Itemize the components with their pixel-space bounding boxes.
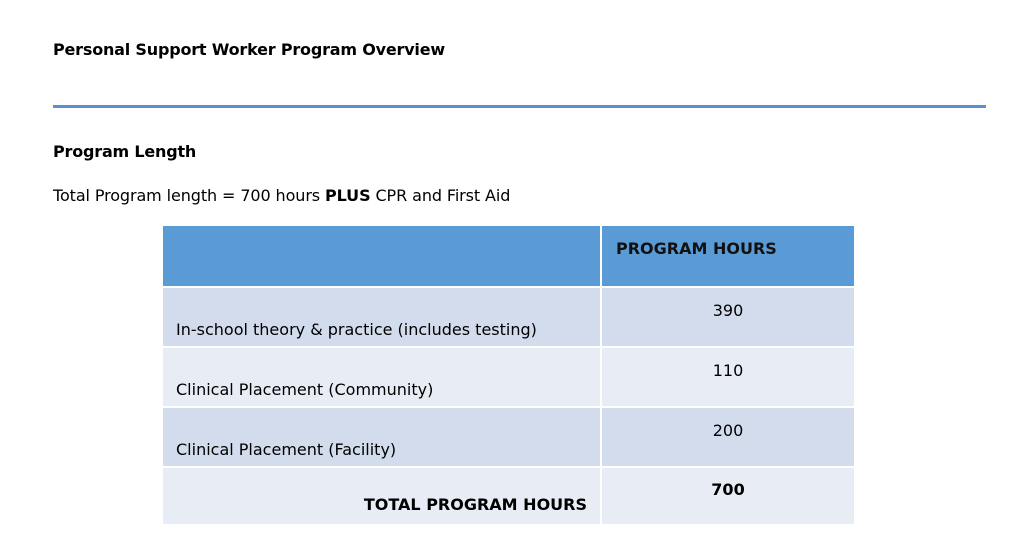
summary-prefix: Total Program length = 700 hours [53,186,326,205]
document-title: Personal Support Worker Program Overview [53,40,445,59]
row-hours-cell: 200 [602,408,854,468]
table-row [163,408,854,468]
summary-emphasis: PLUS [325,186,371,205]
row-hours-cell: 390 [602,288,854,348]
program-length-summary [53,186,510,205]
table-row [163,348,854,408]
row-label-cell: Clinical Placement (Facility) [163,408,602,468]
header-label-cell [163,226,602,288]
program-hours-table [163,226,854,526]
row-label-cell: Clinical Placement (Community) [163,348,602,408]
section-heading: Program Length [53,142,197,161]
table-total-row [163,468,854,526]
title-divider [53,105,986,108]
row-hours-cell: 110 [602,348,854,408]
summary-suffix: CPR and First Aid [370,186,511,205]
table-row [163,288,854,348]
table-header-row [163,226,854,288]
total-hours-cell: 700 [602,468,854,526]
header-hours-cell: PROGRAM HOURS [602,226,854,288]
total-label-cell: TOTAL PROGRAM HOURS [163,468,602,526]
row-label-cell: In-school theory & practice (includes testing) [163,288,602,348]
